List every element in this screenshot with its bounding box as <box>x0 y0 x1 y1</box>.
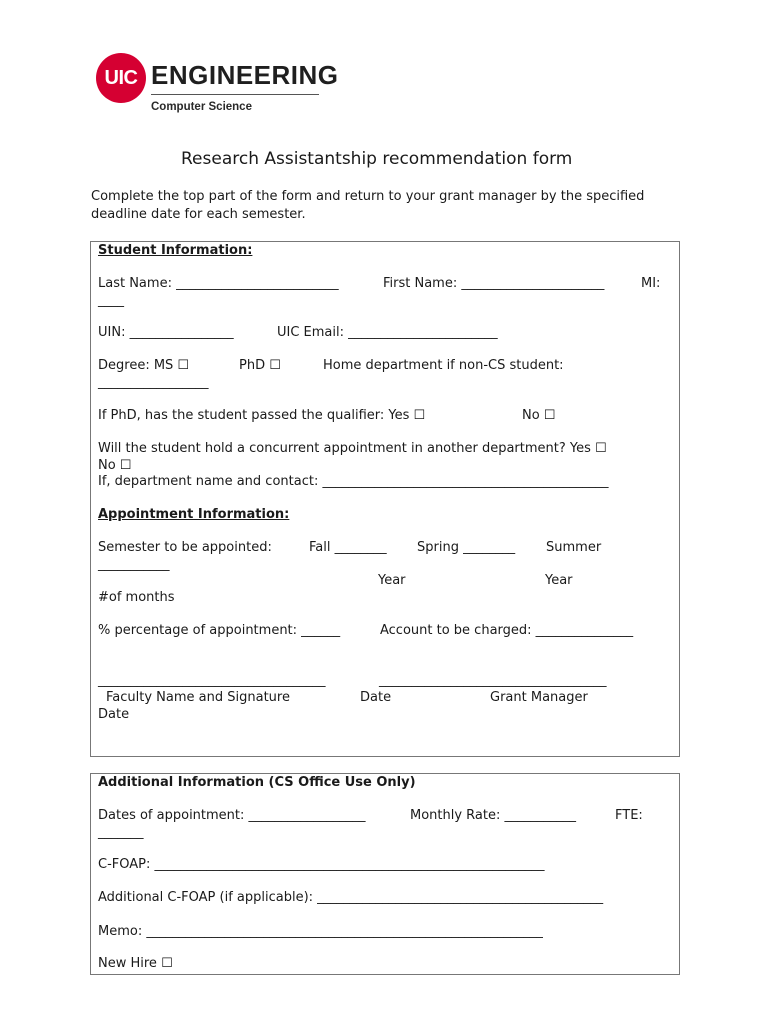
concurrent-no-checkbox[interactable]: No ☐ <box>98 458 132 473</box>
fte-field[interactable]: _______ <box>98 825 144 840</box>
dates-of-appointment-field[interactable]: Dates of appointment: __________________ <box>98 808 366 823</box>
last-name-field[interactable]: Last Name: _________________________ <box>98 276 339 291</box>
mi-label: MI: <box>641 276 661 291</box>
fall-field[interactable]: Fall ________ <box>309 540 387 555</box>
year-label-1: Year <box>378 573 406 588</box>
mi-field[interactable]: ____ <box>98 293 124 308</box>
summer-label: Summer <box>546 540 602 555</box>
home-department-field[interactable]: _________________ <box>98 375 209 390</box>
logo-divider <box>151 94 319 95</box>
grant-manager-label: Grant Manager <box>490 690 588 705</box>
logo-wordmark: ENGINEERING <box>151 60 339 90</box>
concurrent-yes-checkbox[interactable]: Will the student hold a concurrent appointment in another department? Yes ☐ <box>98 441 607 456</box>
grant-manager-signature-line[interactable]: ___________________________________ <box>379 673 607 688</box>
uin-field[interactable]: UIN: ________________ <box>98 325 234 340</box>
degree-phd-checkbox[interactable]: PhD ☐ <box>239 358 281 373</box>
account-field[interactable]: Account to be charged: _______________ <box>380 623 634 638</box>
months-label: #of months <box>98 590 175 605</box>
additional-info-section <box>90 773 680 975</box>
fte-label: FTE: <box>615 808 643 823</box>
form-intro: Complete the top part of the form and return to your grant manager by the specified deadline date for each semester. <box>91 189 645 222</box>
logo-subtitle: Computer Science <box>151 101 252 113</box>
semester-label: Semester to be appointed: <box>98 540 272 555</box>
cfoap-field[interactable]: C-FOAP: ____________________________________________________________ <box>98 857 545 872</box>
additional-info-heading: Additional Information (CS Office Use Only) <box>98 775 416 790</box>
form-title: Research Assistantship recommendation form <box>181 149 573 169</box>
uic-email-field[interactable]: UIC Email: _______________________ <box>277 325 498 340</box>
year-label-2: Year <box>545 573 573 588</box>
student-info-heading: Student Information: <box>98 243 253 258</box>
new-hire-checkbox[interactable]: New Hire ☐ <box>98 956 173 971</box>
faculty-signature-label: Faculty Name and Signature <box>106 690 290 705</box>
date-label-1: Date <box>360 690 392 705</box>
home-department-label: Home department if non-CS student: <box>323 358 564 373</box>
memo-field[interactable]: Memo: _____________________________________________________________ <box>98 924 543 939</box>
date-label-2: Date <box>98 707 130 722</box>
additional-cfoap-field[interactable]: Additional C-FOAP (if applicable): ____________________________________________ <box>98 890 604 905</box>
appointment-info-heading: Appointment Information: <box>98 507 290 522</box>
faculty-signature-line[interactable]: ___________________________________ <box>98 673 326 688</box>
first-name-field[interactable]: First Name: ______________________ <box>383 276 605 291</box>
spring-field[interactable]: Spring ________ <box>417 540 516 555</box>
qualifier-yes-checkbox[interactable]: If PhD, has the student passed the qualifier: Yes ☐ <box>98 408 426 423</box>
percentage-field[interactable]: % percentage of appointment: ______ <box>98 623 341 638</box>
summer-field[interactable]: ___________ <box>98 557 170 572</box>
degree-ms-checkbox[interactable]: Degree: MS ☐ <box>98 358 190 373</box>
uic-logo-badge: UIC <box>96 53 146 103</box>
qualifier-no-checkbox[interactable]: No ☐ <box>522 408 556 423</box>
department-contact-field[interactable]: If, department name and contact: ____________________________________________ <box>98 474 609 489</box>
monthly-rate-field[interactable]: Monthly Rate: ___________ <box>410 808 577 823</box>
